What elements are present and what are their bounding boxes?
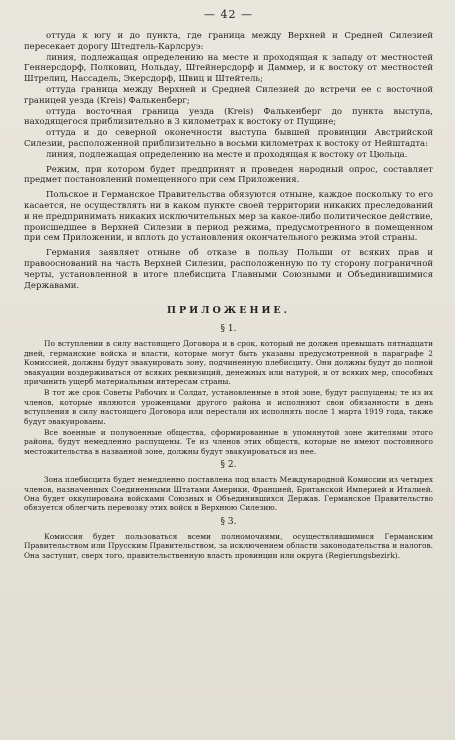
paragraph: оттуда к югу и до пункта, где граница между Верхней и Средней Силезией пересекает дорогу Штедтель-Карлсруэ:: [24, 31, 433, 52]
paragraph: Режим, при котором будет предпринят и проведен народный опрос, составляет предмет постановлений помещенного при сем Приложения.: [24, 164, 433, 186]
section-heading: § 2.: [220, 460, 237, 471]
section-heading: § 1.: [220, 324, 237, 335]
appendix-title: ПРИЛОЖЕНИЕ.: [167, 305, 290, 317]
paragraph: Зона плебисцита будет немедленно поставлена под власть Международной Комиссии из четырех членов, назначенных Соединенными Штатами Америки, Францией, Британской Империей и Италией. Она будет оккупирована войсками Союзных и Объединившихся Держав. Германское Правительство обязуется облегчить перевозку этих войск в Верхнюю Силезию.: [24, 475, 433, 513]
paragraph: Германия заявляет отныне об отказе в пользу Польши от всяких прав и правооснований на часть Верхней Силезии, расположенную по ту сторону пограничной черты, установленной в итоге плебисцита Главными Союзными и Объединившимися Державами.: [24, 248, 433, 291]
page-number: — 42 —: [204, 8, 253, 21]
main-text: [24, 31, 433, 291]
paragraph: оттуда и до северной оконечности выступа бывшей провинции Австрийской Силезии, расположенной приблизительно в восьми километрах к востоку от Нейштадта:: [24, 128, 433, 149]
paragraph: линия, подлежащая определению на месте и проходящая к востоку от Цюльца.: [46, 149, 408, 160]
paragraph: Комиссия будет пользоваться всеми полномочиями, осуществлявшимися Германским Правительством или Прусским Правительством, за исключением области законодательства и налогов. Она заступит, сверх того, правительственную власть провинции или округа (Regierungsbezirk).: [24, 531, 433, 560]
paragraph: В тот же срок Советы Рабочих и Солдат, установленные в этой зоне, будут распущены; те из их членов, которые являются уроженцами другого района и исполняют свои обязанности в день вступления в силу настоящего Договора или перестали их исполнять после 1 марта 1919 года, также будут эвакуированы.: [24, 388, 433, 426]
paragraph: Все военные и полувоенные общества, сформированные в упомянутой зоне жителями этого района, будут немедленно распущены. Те из членов этих обществ, которые не имеют постоянного местожительства в названной зоне, должны будут эвакуироваться из нее.: [24, 427, 433, 456]
paragraph: Польское и Германское Правительства обязуются отныне, каждое поскольку то его касается, не осуществлять ни в каком пункте своей территории никаких преследований и не предпринимать никаких исключительных мер за какое-либо политическое действие, происшедшее в Верхней Силезии в период режима, предусмотренного в помещенном при сем Приложении, и вплоть до установления окончательного режима этой страны.: [24, 190, 433, 244]
paragraph: оттуда граница между Верхней и Средней Силезией до встречи ее с восточной границей уезда (Kreis) Фалькенберг;: [24, 84, 433, 106]
appendix-body: [24, 324, 433, 560]
paragraph: оттуда восточная граница уезда (Kreis) Фалькенберг до пункта выступа, находящегося приблизительно в 3 километрах к востоку от Пущине;: [24, 106, 433, 128]
section-heading: § 3.: [220, 516, 237, 527]
paragraph: По вступлении в силу настоящего Договора и в срок, который не должен превышать пятнадцати дней, германские войска и власти, которые могут быть указаны предусмотренной в параграфе 2 Комиссией, должны будут эвакуировать зону, подчиненную плебисциту. Они должны будут до полной эвакуации воздерживаться от всяких реквизиций, денежных или натурой, и от всяких мер, способных причинить ущерб материальным интересам страны.: [24, 339, 433, 386]
paragraph: линия, подлежащая определению на месте и проходящая к западу от местностей Геннерсдорф, Полковиц, Нольдау, Штейнерсдорф и Даммер, и к востоку от местностей Штрелиц, Нассадель, Экерсдорф, Швиц и Штейтель;: [24, 52, 433, 85]
